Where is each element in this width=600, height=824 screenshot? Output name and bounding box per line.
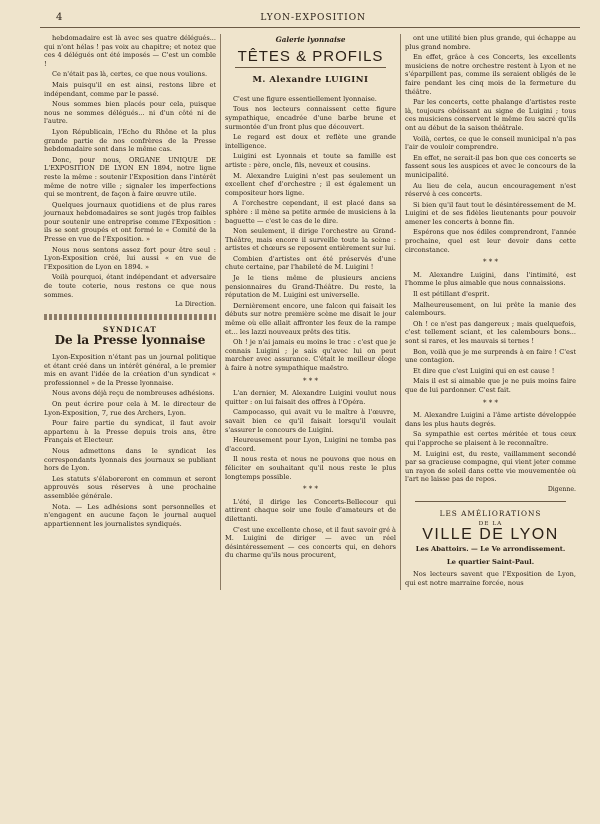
column-middle — [220, 34, 400, 590]
middle-paragraph-17: C'est une excellente chose, et il faut savoir gré à M. Luigini de diriger — avec un réel désintéressement — ces concerts qui, en dehors du charme qu'ils nous procurent, — [225, 525, 396, 560]
left-paragraph-3: Mais puisqu'il en est ainsi, restons libre et indépendant, comme par le passé. — [44, 80, 216, 98]
section-kicker: SYNDICAT — [102, 324, 158, 334]
column-right — [400, 34, 580, 590]
middle-paragraph-12: L'an dernier, M. Alexandre Luigini voulut nous quitter : on lui faisait des offres à l'Opéra. — [225, 389, 396, 406]
right-paragraph-15: Mais il est si aimable que je ne puis moins faire que de lui pardonner. C'est fait. — [405, 377, 576, 394]
syndicat-paragraph-6: Les statuts s'élaboreront en commun et seront approuvés sous réserves à une prochaine assemblée générale. — [44, 474, 216, 500]
right-paragraph-1: ont une utilité bien plus grande, qui échappe au plus grand nombre. — [405, 34, 576, 51]
publication-title: LYON-EXPOSITION — [260, 13, 366, 23]
asterism: * * * — [483, 398, 498, 407]
right-paragraph-5: En effet, ne serait-il pas bon que ces concerts se fassent sous les auspices et avec le concours de la municipalité. — [405, 153, 576, 179]
syndicat-paragraph-1: Lyon-Exposition n'étant pas un journal politique et étant créé dans un intérêt général, a le premier mis en avant l'idée de la création d'un syndicat « professionnel » de la Presse lyonnaise. — [44, 353, 216, 387]
middle-paragraph-9: Je le tiens même de plusieurs anciens pensionnaires du Grand-Théâtre. Du reste, la réputation de M. Luigini est universelle. — [225, 274, 396, 300]
right-paragraph-6: Au lieu de cela, aucun encouragement n'est réservé à ces concerts. — [405, 181, 576, 199]
right-paragraph-11: Malheureusement, on lui prête la manie des calembours. — [405, 300, 576, 318]
right-paragraph-17: Sa sympathie est certes méritée et tous ceux qui l'approche se plaisent à le reconnaître. — [405, 430, 576, 447]
middle-paragraph-10: Dernièrement encore, une falcon qui faisait les débuts sur notre première scène me disait le jour même où elle allait affronter les feux de la rampe et... les lazzi nouveaux prêts des titis. — [225, 301, 396, 336]
syndicat-note: Nota. — Les adhésions sont personnelles et n'engagent en aucune façon le journal auquel appartiennent les journalistes syndiqués. — [44, 502, 216, 528]
left-paragraph-9: Voilà pourquoi, étant indépendant et adversaire de toute coterie, nous restons ce que nous sommes. — [44, 273, 216, 299]
right-paragraph-13: Bon, voilà que je me surprends à en faire ! C'est une contagion. — [405, 347, 576, 365]
left-paragraph-1: hebdomadaire est là avec ses quatre délégués... qui n'ont hélas ! pas voix au chapitre; et notez que ces 4 délégués ont été imposés — C'est un comble ! — [44, 34, 216, 68]
page-number: 4 — [56, 12, 63, 23]
person-name: M. Alexandre LUIGINI — [252, 75, 369, 86]
left-paragraph-6: Donc, pour nous, ORGANE UNIQUE DE L'EXPOSITION DE LYON EN 1894, notre ligne reste la même : soutenir l'Exposition dans l'intérêt même de notre ville ; signaler les imperfections qui se montrent, de façon à faire œuvre utile. — [44, 155, 216, 199]
tetes-et-profils-title: TÊTES & PROFILS — [237, 47, 384, 65]
syndicat-paragraph-2: Nous avons déjà reçu de nombreuses adhésions. — [52, 389, 215, 398]
left-paragraph-8: Nous nous sentons assez fort pour être seul : Lyon-Exposition créé, lui aussi « en vue de l'Exposition de Lyon en 1894. » — [44, 245, 216, 271]
ville-de-lyon-title: VILLE DE LYON — [422, 525, 559, 543]
right-paragraph-8: Espérons que nos édiles comprendront, l'année prochaine, quel est leur devoir dans cette circonstance. — [405, 228, 576, 254]
syndicat-paragraph-5: Nous admettons dans le syndicat les correspondants lyonnais des journaux se publiant hors de Lyon. — [44, 446, 216, 473]
middle-paragraph-13: Campocasso, qui avait vu le maître à l'œuvre, savait bien ce qu'il faisait lorsqu'il voulait s'assurer le concours de Luigini. — [225, 408, 396, 434]
page-header — [40, 12, 580, 28]
middle-paragraph-7: Non seulement, il dirige l'orchestre au Grand-Théâtre, mais encore il surveille toute la scène : artistes et chœurs se reposent entièrement sur lui. — [225, 227, 396, 253]
asterism: * * * — [303, 485, 318, 494]
signature-direction: La Direction. — [175, 301, 216, 309]
middle-paragraph-16: L'été, il dirige les Concerts-Bellecour qui attirent chaque soir une foule d'amateurs et de dilettanti. — [225, 497, 396, 523]
middle-paragraph-1: C'est une figure essentiellement lyonnaise. — [233, 94, 377, 103]
right-paragraph-4: Voilà, certes, ce que le conseil municipal n'a pas l'air de vouloir comprendre. — [405, 134, 576, 152]
left-paragraph-4: Nous sommes bien placés pour cela, puisque nous ne sommes délégués... ni d'un côté ni de l'autre. — [44, 100, 216, 126]
middle-paragraph-14: Heureusement pour Lyon, Luigini ne tomba pas d'accord. — [225, 436, 396, 453]
left-paragraph-2: Ce n'était pas là, certes, ce que nous voulions. — [52, 70, 208, 79]
de-la: DE LA — [478, 521, 503, 528]
section-title: De la Presse lyonnaise — [54, 333, 206, 348]
middle-paragraph-6: A l'orchestre cependant, il est placé dans sa sphère : il mène sa petite armée de musiciens à la baguette — c'est le cas de le dire. — [225, 199, 396, 225]
signature-digenne: Digenne. — [547, 485, 576, 493]
syndicat-paragraph-3: On peut écrire pour cela à M. le directeur de Lyon-Exposition, 7, rue des Archers, Lyon. — [44, 399, 216, 417]
syndicat-paragraph-4: Pour faire partie du syndicat, il faut avoir appartenu à la Presse depuis trois ans, être Français et Electeur. — [44, 419, 216, 445]
ameliorations-heading: LES AMÉLIORATIONS — [439, 508, 542, 518]
middle-paragraph-5: M. Alexandre Luigini n'est pas seulement un excellent chef d'orchestre ; il est également un compositeur hors ligne. — [225, 171, 396, 197]
galerie-heading: Galerie lyonnaise — [275, 35, 346, 44]
middle-paragraph-3: Le regard est doux et reflète une grande intelligence. — [225, 133, 396, 150]
right-paragraph-9: M. Alexandre Luigini, dans l'intimité, est l'homme le plus aimable que nous connaissions. — [405, 270, 576, 288]
section-rule — [415, 501, 566, 502]
saint-paul-subheading: Le quartier Saint-Paul. — [446, 557, 535, 566]
middle-paragraph-8: Combien d'artistes ont été préservés d'une chute certaine, par l'habileté de M. Luigini ! — [225, 254, 396, 272]
article-columns — [40, 34, 580, 590]
right-paragraph-18: M. Luigini est, du reste, vaillamment secondé par sa gracieuse compagne, qui vient jeter comme un rayon de soleil dans cette vie mouvementée où l'art ne laisse pas de repos. — [405, 449, 576, 484]
middle-paragraph-4: Luigini est Lyonnais et toute sa famille est artiste : père, oncle, fils, neveux et cousins. — [225, 152, 396, 169]
ameliorations-paragraph: Nos lecteurs savent que l'Exposition de Lyon, qui est notre marraine forcée, nous — [405, 570, 576, 588]
right-paragraph-16: M. Alexandre Luigini a l'âme artiste développée dans les plus hauts degrés. — [405, 411, 576, 428]
abattoirs-subheading: Les Abattoirs. — Le Ve arrondissement. — [415, 545, 566, 554]
middle-paragraph-2: Tous nos lecteurs connaissent cette figure sympathique, encadrée d'une barbe brune et surmontée d'un front plus que découvert. — [225, 105, 396, 131]
left-paragraph-5: Lyon Républicain, l'Echo du Rhône et la plus grande partie de nos confrères de la Presse hebdomadaire sont dans le même cas. — [44, 127, 216, 154]
right-paragraph-2: En effet, grâce à ces Concerts, les excellents musiciens de notre orchestre restent à Lyon et ne s'éparpillent pas, comme ils seraient obligés de le faire pendant les cinq mois de la fermeture du théâtre. — [405, 53, 576, 96]
asterism: * * * — [483, 258, 498, 267]
decorative-divider — [44, 314, 216, 320]
right-paragraph-10: Il est pétillant d'esprit. — [413, 290, 490, 299]
right-paragraph-14: Et dire que c'est Luigini qui en est cause ! — [413, 366, 555, 375]
column-left — [40, 34, 220, 590]
asterism: * * * — [303, 376, 318, 385]
right-paragraph-7: Si bien qu'il faut tout le désintéressement de M. Luigini et de ses fidèles lieutenants pour pouvoir amener les concerts à bonne fin. — [405, 200, 576, 226]
middle-paragraph-15: Il nous resta et nous ne pouvons que nous en féliciter en souhaitant qu'il nous reste le plus longtemps possible. — [225, 455, 396, 481]
right-paragraph-12: Oh ! ce n'est pas dangereux ; mais quelquefois, c'est tellement sciant, et les calembours bons... sont si rares, et les mauvais si ternes ! — [405, 319, 576, 345]
left-paragraph-7: Quelques journaux quotidiens et de plus rares journaux hebdomadaires se sont jugés trop faibles pour soutenir une entreprise comme l'Exposition : ils se sont groupés et ont formé le « Comité de la Presse en vue de l'Exposition. » — [44, 200, 216, 244]
middle-paragraph-11: Oh ! je n'ai jamais eu moins le trac : c'est que je connais Luigini ; je sais qu'avec lui on peut marcher avec assurance. C'était le meilleur éloge à faire à notre sympathique maëstro. — [225, 338, 396, 372]
right-paragraph-3: Par les concerts, cette phalange d'artistes reste là, toujours obéissant au signe de Luigini ; tous ces musiciens conservent le même feu sacré qu'ils ont au début de la saison théâtrale. — [405, 98, 576, 132]
title-rule — [235, 67, 386, 68]
